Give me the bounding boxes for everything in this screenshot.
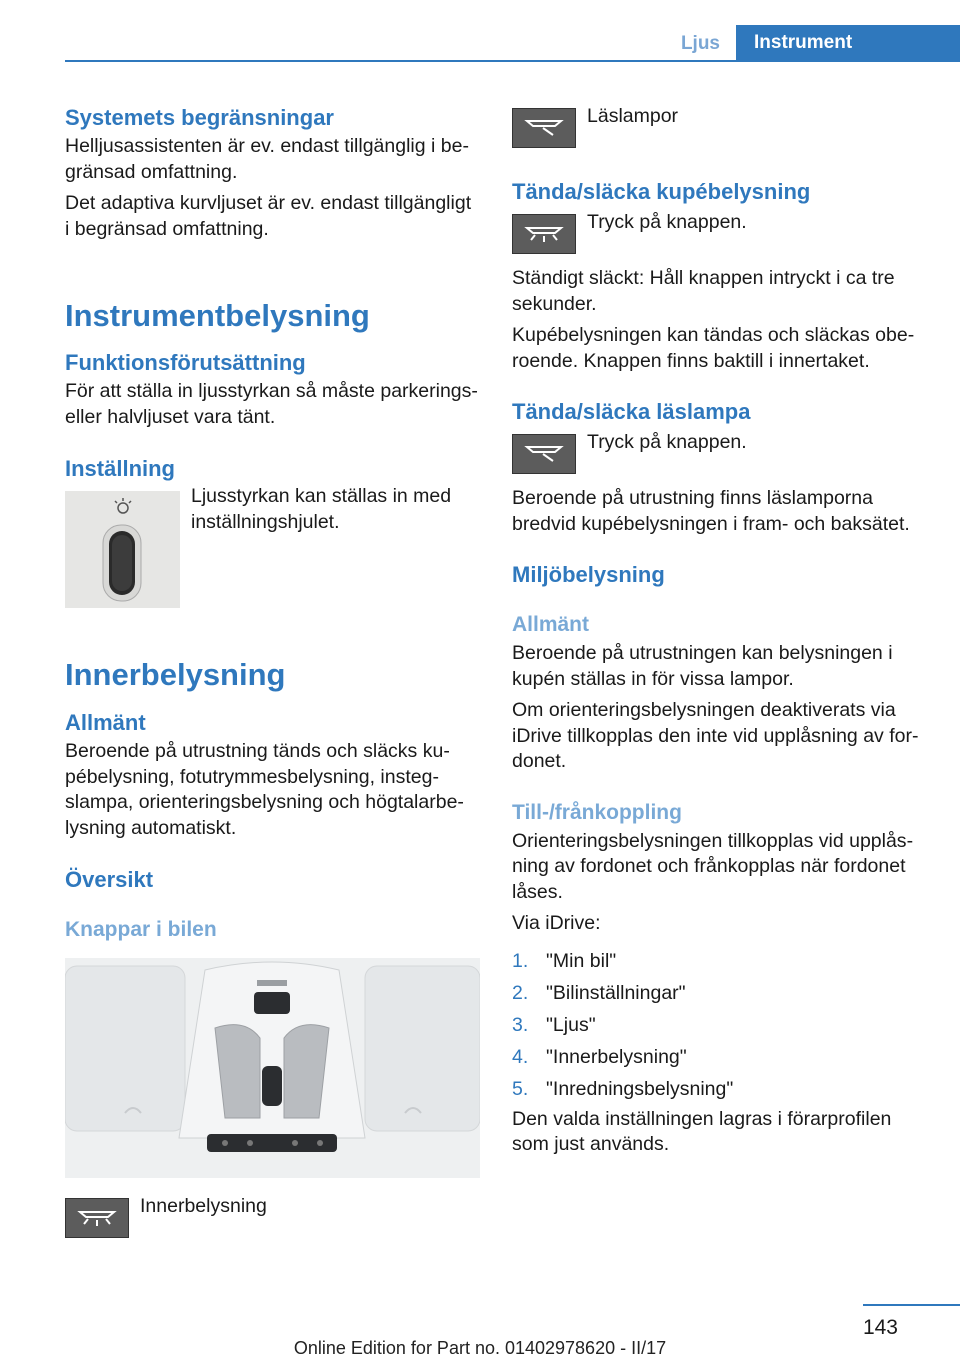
brightness-dial-icon (65, 491, 180, 608)
header-tab-instrument[interactable]: Instrument (736, 25, 960, 61)
setting-row (65, 485, 480, 608)
interior-toggle-heading: Tända/släcka kupébelysning (512, 179, 811, 204)
interior-light-legend (65, 1195, 480, 1238)
interior-toggle-button-icon (512, 214, 576, 254)
limits-heading: Systemets begränsningar (65, 105, 334, 130)
general-heading: Allmänt (65, 710, 146, 735)
via-idrive-text: Via iDrive: (512, 912, 601, 934)
interior-light-button-icon (65, 1198, 129, 1238)
idrive-steps-list (512, 945, 932, 1105)
setting-heading: Inställning (65, 456, 175, 481)
interior-paragraph-1: Ständigt släckt: Håll knappen intryckt i ca tre sekunder. (512, 267, 895, 315)
list-item: 2. "Bilinställningar" (512, 981, 686, 1004)
list-item: 1. "Min bil" (512, 949, 617, 972)
reading-press-text: Tryck på knappen. (587, 431, 747, 453)
ambient-paragraph-1: Beroende på utrustningen kan belysningen i kupén ställas in för vissa lampor. (512, 642, 893, 690)
final-paragraph: Den valda inställningen lagras i förarprofilen som just används. (512, 1107, 892, 1155)
page-header (0, 0, 960, 62)
limits-paragraph-1: Helljusassistenten är ev. endast tillgänglig i begränsad omfattning. (65, 135, 469, 183)
ambient-general-heading: Allmänt (512, 613, 590, 636)
onoff-paragraph: Orienteringsbelysningen tillkopplas vid upplåsning av fordonet och frånkopplas när fordonet låses. (512, 829, 914, 903)
list-item: 5. "Inredningsbelysning" (512, 1077, 734, 1100)
list-item: 3. "Ljus" (512, 1013, 596, 1036)
setting-text: Ljusstyrkan kan ställas in med inställningshjulet. (191, 485, 452, 533)
instrument-lighting-heading: Instrumentbelysning (65, 298, 370, 333)
prerequisite-heading: Funktionsförutsättning (65, 350, 306, 375)
interior-press-row (512, 211, 932, 254)
reading-toggle-heading: Tända/släcka läslampa (512, 399, 751, 424)
interior-paragraph-2: Kupébelysningen kan tändas och släckas oberoende. Knappen finns baktill i innertaket. (512, 324, 915, 372)
right-column (512, 98, 932, 1158)
page-number: 143 (862, 1316, 898, 1339)
left-column (65, 98, 480, 1238)
interior-lighting-heading: Innerbelysning (65, 657, 286, 692)
prerequisite-paragraph: För att ställa in ljusstyrkan så måste parkerings- eller halvljuset vara tänt. (65, 380, 478, 428)
buttons-in-car-heading: Knappar i bilen (65, 918, 217, 941)
reading-press-row (512, 431, 932, 474)
roof-console-photo (65, 958, 480, 1178)
reading-paragraph: Beroende på utrustning finns läslamporna bredvid kupébelysningen i fram- och baksätet. (512, 487, 910, 535)
limits-paragraph-2: Det adaptiva kurvljuset är ev. endast tillgängligt i begränsad omfattning. (65, 192, 472, 240)
header-rule (65, 60, 960, 62)
list-item: 4. "Innerbelysning" (512, 1045, 687, 1068)
onoff-heading: Till-/frånkoppling (512, 800, 682, 824)
reading-toggle-button-icon (512, 434, 576, 474)
interior-press-text: Tryck på knappen. (587, 211, 747, 233)
overview-heading: Översikt (65, 867, 154, 892)
reading-lamps-legend (512, 105, 932, 148)
roof-console-icon (65, 958, 480, 1178)
header-tab-ljus[interactable]: Ljus (680, 33, 720, 54)
interior-light-label: Innerbelysning (140, 1195, 267, 1217)
general-paragraph: Beroende på utrustning tänds och släcks kupébelysning, fotutrymmesbelysning, instegslampa, orienteringsbelysning och högtalarbelysning automatiskt. (65, 740, 464, 839)
brightness-dial-photo (65, 491, 180, 608)
footer-rule (863, 1304, 960, 1306)
ambient-heading: Miljöbelysning (512, 562, 665, 587)
edition-footer: Online Edition for Part no. 01402978620 - II/17 (293, 1338, 667, 1358)
reading-lamp-button-icon (512, 108, 576, 148)
reading-lamps-label: Läslampor (587, 105, 679, 127)
ambient-paragraph-2: Om orienteringsbelysningen deaktiverats via iDrive tillkopplas den inte vid upplåsning av fordonet. (512, 699, 919, 772)
